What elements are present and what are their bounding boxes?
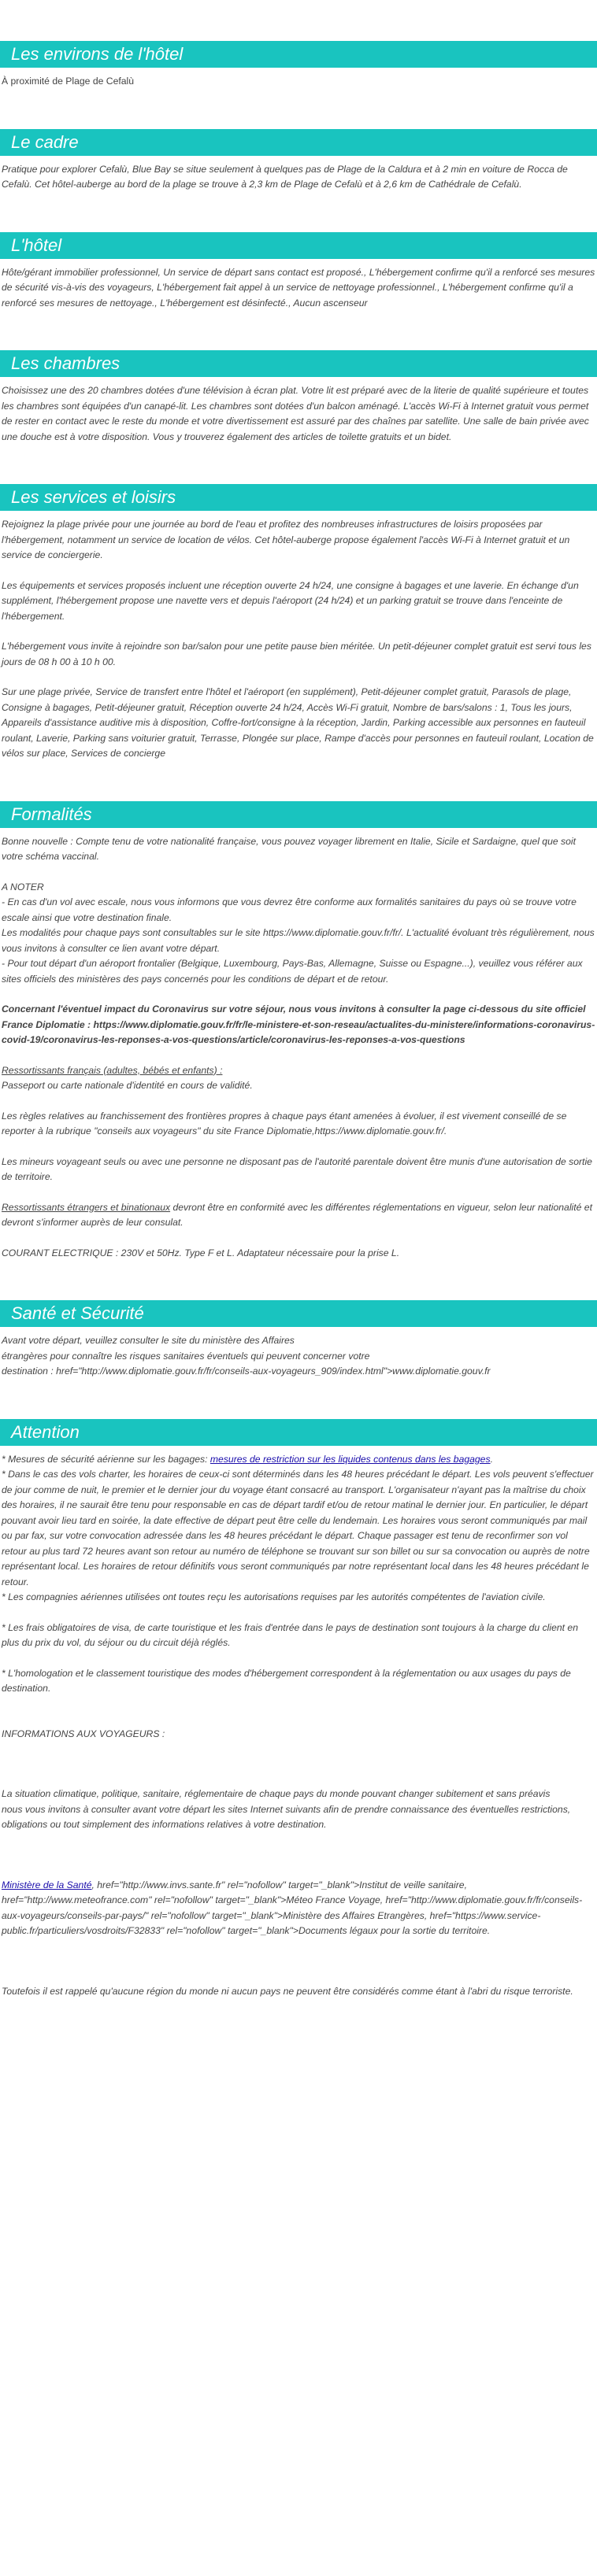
section-cadre bbox=[0, 162, 597, 193]
section-title-sante: Santé et Sécurité bbox=[0, 1300, 597, 1327]
compagnies-aeriennes: * Les compagnies aériennes utilisées ont toutes reçu les autorisations requises par les autorités compétentes de l'aviation civile. bbox=[2, 1591, 546, 1602]
section-title-environs: Les environs de l'hôtel bbox=[0, 41, 597, 68]
section-services bbox=[0, 517, 597, 762]
courant-electrique: COURANT ELECTRIQUE : 230V et 50Hz. Type F et L. Adaptateur nécessaire pour la prise L. bbox=[2, 1247, 400, 1258]
ministere-sante-link[interactable]: Ministère de la Santé bbox=[2, 1879, 92, 1890]
spacer bbox=[0, 193, 597, 232]
liquides-link[interactable]: mesures de restriction sur les liquides contenus dans les bagages bbox=[210, 1453, 491, 1465]
spacer bbox=[0, 762, 597, 801]
note-line-3: - Pour tout départ d'un aéroport frontalier (Belgique, Luxembourg, Pays-Bas, Allemagne, Suisse ou Espagne...), veuillez vous référer aux sites officiels des ministères des pays concernés pour les conditions de départ et de retour. bbox=[2, 958, 583, 985]
top-spacer bbox=[0, 0, 597, 41]
covid-notice: Concernant l'éventuel impact du Coronavirus sur votre séjour, nous vous invitons à consulter la page ci-dessous du site officiel France Diplomatie : https://www.diplomatie.gouv.fr/fr/le-ministere-et-son-reseau/actualites-du-ministere/informations-coronavirus-covid-19/coronavirus-les-reponses-a-vos-questions/article/coronavirus-les-reponses-a-vos-questions bbox=[2, 1003, 595, 1045]
spacer bbox=[0, 1261, 597, 1300]
section-title-hotel: L'hôtel bbox=[0, 232, 597, 259]
section-title-chambres: Les chambres bbox=[0, 350, 597, 377]
section-attention bbox=[0, 1452, 597, 2000]
mesure-prefix: * Mesures de sécurité aérienne sur les bagages: bbox=[2, 1453, 210, 1465]
ressortissants-fr-label: Ressortissants français (adultes, bébés et enfants) : bbox=[2, 1064, 223, 1076]
homologation: * L'homologation et le classement touristique des modes d'hébergement correspondent à la réglementation ou aux usages du pays de destination. bbox=[2, 1667, 571, 1694]
sante-line-1: Avant votre départ, veuillez consulter le site du ministère des Affaires bbox=[2, 1335, 295, 1346]
section-environs bbox=[0, 74, 597, 90]
sites-ressources-rest: , href="http://www.invs.sante.fr" rel="nofollow" target="_blank">Institut de veille sanitaire, href="http://www.meteofrance.com" rel="nofollow" target="_blank">Méteo France Voyage, href="http://www.diplomatie.gouv.fr/fr/conseils-aux-voyageurs/conseils-par-pays/" rel="nofollow" target="_blank">Ministère des Affaires Etrangères, href="https://www.service-public.fr/particuliers/vosdroits/F32833" rel="nofollow" target="_blank">Documents légaux pour la sortie du territoire. bbox=[2, 1879, 583, 1936]
formalites-intro: Bonne nouvelle : Compte tenu de votre nationalité française, vous pouvez voyager librement en Italie, Sicile et Sardaigne, quel que soit votre schéma vaccinal. bbox=[2, 835, 576, 862]
spacer bbox=[0, 445, 597, 484]
section-title-formalites: Formalités bbox=[0, 801, 597, 828]
section-title-attention: Attention bbox=[0, 1419, 597, 1446]
services-p3: L'hébergement vous invite à rejoindre son bar/salon pour une petite pause bien méritée. Un petit-déjeuner complet gratuit est servi tous les jours de 08 h 00 à 10 h 00. bbox=[2, 641, 591, 667]
section-chambres bbox=[0, 383, 597, 445]
mineurs-text: Les mineurs voyageant seuls ou avec une personne ne disposant pas de l'autorité parentale doivent être munis d'une autorisation de sortie de territoire. bbox=[2, 1155, 592, 1182]
ressortissants-etr-text: devront être en conformité avec les différentes réglementations en vigueur, selon leur nationalité et devront s'informer auprès de leur consulat. bbox=[2, 1201, 592, 1228]
sante-line-3: destination : href="http://www.diplomatie.gouv.fr/fr/conseils-aux-voyageurs_909/index.html">www.diplomatie.gouv.fr bbox=[2, 1366, 491, 1377]
chambres-text: Choisissez une des 20 chambres dotées d'une télévision à écran plat. Votre lit est préparé avec de la literie de qualité supérieure et toutes les chambres sont équipées d'un canapé-lit. Les chambres sont dotées d'un balcon aménagé. L'accès Wi-Fi à Internet gratuit vous permet de rester en contact avec le reste du monde et votre divertissement est assuré par des chaînes par satellite. Une salle de bain privée avec une douche est à votre disposition. Vous y trouverez également des articles de toilette gratuits et un bidet. bbox=[2, 385, 589, 442]
situation-line-2: nous vous invitons à consulter avant votre départ les sites Internet suivants afin de prendre connaissance des éventuelles restrictions, obligations ou tout simplement des informations relatives à votre destination. bbox=[2, 1803, 571, 1830]
hotel-text: Hôte/gérant immobilier professionnel, Un service de départ sans contact est proposé., L'hébergement confirme qu'il a renforcé ses mesures de sécurité vis-à-vis des voyageurs, L'hébergement fait appel à un service de nettoyage professionnel., L'hébergement confirme qu'il a renforcé ses mesures de nettoyage., L'hébergement est désinfecté., Aucun ascenseur bbox=[2, 266, 595, 309]
services-p4: Sur une plage privée, Service de transfert entre l'hôtel et l'aéroport (en supplément), Petit-déjeuner complet gratuit, Parasols de plage, Consigne à bagages, Petit-déjeuner gratuit, Réception ouverte 24 h/24, Accès Wi-Fi gratuit, Nombre de bars/salons : 1, Tous les jours, Appareils d'assistance auditive mis à disposition, Coffre-fort/consigne à la réception, Jardin, Parking accessible aux personnes en fauteuil roulant, Laverie, Parking sans voiturier gratuit, Terrasse, Plongée sur place, Rampe d'accès pour personnes en fauteuil roulant, Location de vélos sur place, Services de concierge bbox=[2, 686, 594, 759]
section-title-services: Les services et loisirs bbox=[0, 484, 597, 511]
sante-line-2: étrangères pour connaître les risques sanitaires éventuels qui peuvent concerner votre bbox=[2, 1350, 370, 1362]
environs-text: À proximité de Plage de Cefalù bbox=[2, 76, 135, 87]
frais-visa: * Les frais obligatoires de visa, de carte touristique et les frais d'entrée dans le pays de destination sont toujours à la charge du client en plus du prix du vol, du séjour ou du circuit déjà réglés. bbox=[2, 1621, 578, 1648]
section-title-cadre: Le cadre bbox=[0, 129, 597, 156]
services-p2: Les équipements et services proposés incluent une réception ouverte 24 h/24, une consigne à bagages et une laverie. En échange d'un supplément, l'hébergement propose une navette vers et depuis l'aéroport (24 h/24) et un parking gratuit se trouve dans l'enceinte de l'hébergement. bbox=[2, 579, 579, 622]
ressortissants-etrangers bbox=[2, 1200, 595, 1231]
regles-frontieres: Les règles relatives au franchissement des frontières propres à chaque pays étant amenées à évoluer, il est vivement conseillé de se reporter à la rubrique "conseils aux voyageurs" du site France Diplomatie,https://www.diplomatie.gouv.fr/. bbox=[2, 1110, 567, 1136]
spacer bbox=[0, 311, 597, 350]
note-line-2: Les modalités pour chaque pays sont consultables sur le site https://www.diplomatie.gouv.fr/fr/. L'actualité évoluant très régulièrement, nous vous invitons à consulter ce lien avant votre départ. bbox=[2, 927, 595, 954]
ressortissants-fr-text: Passeport ou carte nationale d'identité en cours de validité. bbox=[2, 1080, 253, 1091]
note-label: A NOTER bbox=[2, 881, 44, 893]
section-hotel bbox=[0, 265, 597, 312]
sites-ressources bbox=[2, 1878, 595, 1939]
section-sante bbox=[0, 1333, 597, 1380]
ressortissants-etr-label: Ressortissants étrangers et binationaux bbox=[2, 1201, 171, 1213]
section-formalites bbox=[0, 834, 597, 1262]
spacer bbox=[0, 1380, 597, 1419]
cadre-text: Pratique pour explorer Cefalù, Blue Bay se situe seulement à quelques pas de Plage de la Caldura et à 2 min en voiture de Rocca de Cefalù. Cet hôtel-auberge au bord de la plage se trouve à 2,3 km de Plage de Cefalù et à 2,6 km de Cathédrale de Cefalù. bbox=[2, 163, 568, 190]
risque-terroriste: Toutefois il est rappelé qu'aucune région du monde ni aucun pays ne peuvent être considérés comme étant à l'abri du risque terroriste. bbox=[2, 1985, 573, 1997]
mesure-securite bbox=[2, 1452, 595, 1468]
spacer bbox=[0, 90, 597, 129]
situation-line-1: La situation climatique, politique, sanitaire, réglementaire de chaque pays du monde pouvant changer subitement et sans préavis bbox=[2, 1788, 551, 1799]
services-p1: Rejoignez la plage privée pour une journée au bord de l'eau et profitez des nombreuses infrastructures de loisirs proposées par l'hébergement, notamment un service de location de vélos. Cet hôtel-auberge propose également l'accès Wi-Fi à Internet gratuit et un service de conciergerie. bbox=[2, 519, 570, 560]
vols-charter: * Dans le cas des vols charter, les horaires de ceux-ci sont déterminés dans les 48 heures précédant le départ. Les vols peuvent s'effectuer de jour comme de nuit, le premier et le dernier jour du voyage étant consacré au transport. L'organisateur n'ayant pas la maîtrise du choix des horaires, il ne saurait être tenu pour responsable en cas de départ tardif et/ou de retour matinal le dernier jour. En particulier, le départ pouvant avoir lieu tard en soirée, la date effective de départ peut être celle du lendemain. Les horaires vous seront communiqués par mail ou par fax, sur votre convocation adressée dans les 48 heures précédant le départ. Chaque passager est tenu de reconfirmer son vol retour au plus tard 72 heures avant son retour au numéro de téléphone se trouvant sur son billet ou sur sa convocation ou auprès de notre représentant local. Les horaires de retour définitifs vous seront communiqués par notre représentant local dans les 48 heures précédant le retour. bbox=[2, 1469, 594, 1587]
note-line-1: - En cas d'un vol avec escale, nous vous informons que vous devrez être conforme aux formalités sanitaires du pays où se trouve votre escale ainsi que votre destination finale. bbox=[2, 896, 577, 923]
mesure-suffix: . bbox=[490, 1453, 493, 1465]
informations-label: INFORMATIONS AUX VOYAGEURS : bbox=[2, 1728, 165, 1739]
